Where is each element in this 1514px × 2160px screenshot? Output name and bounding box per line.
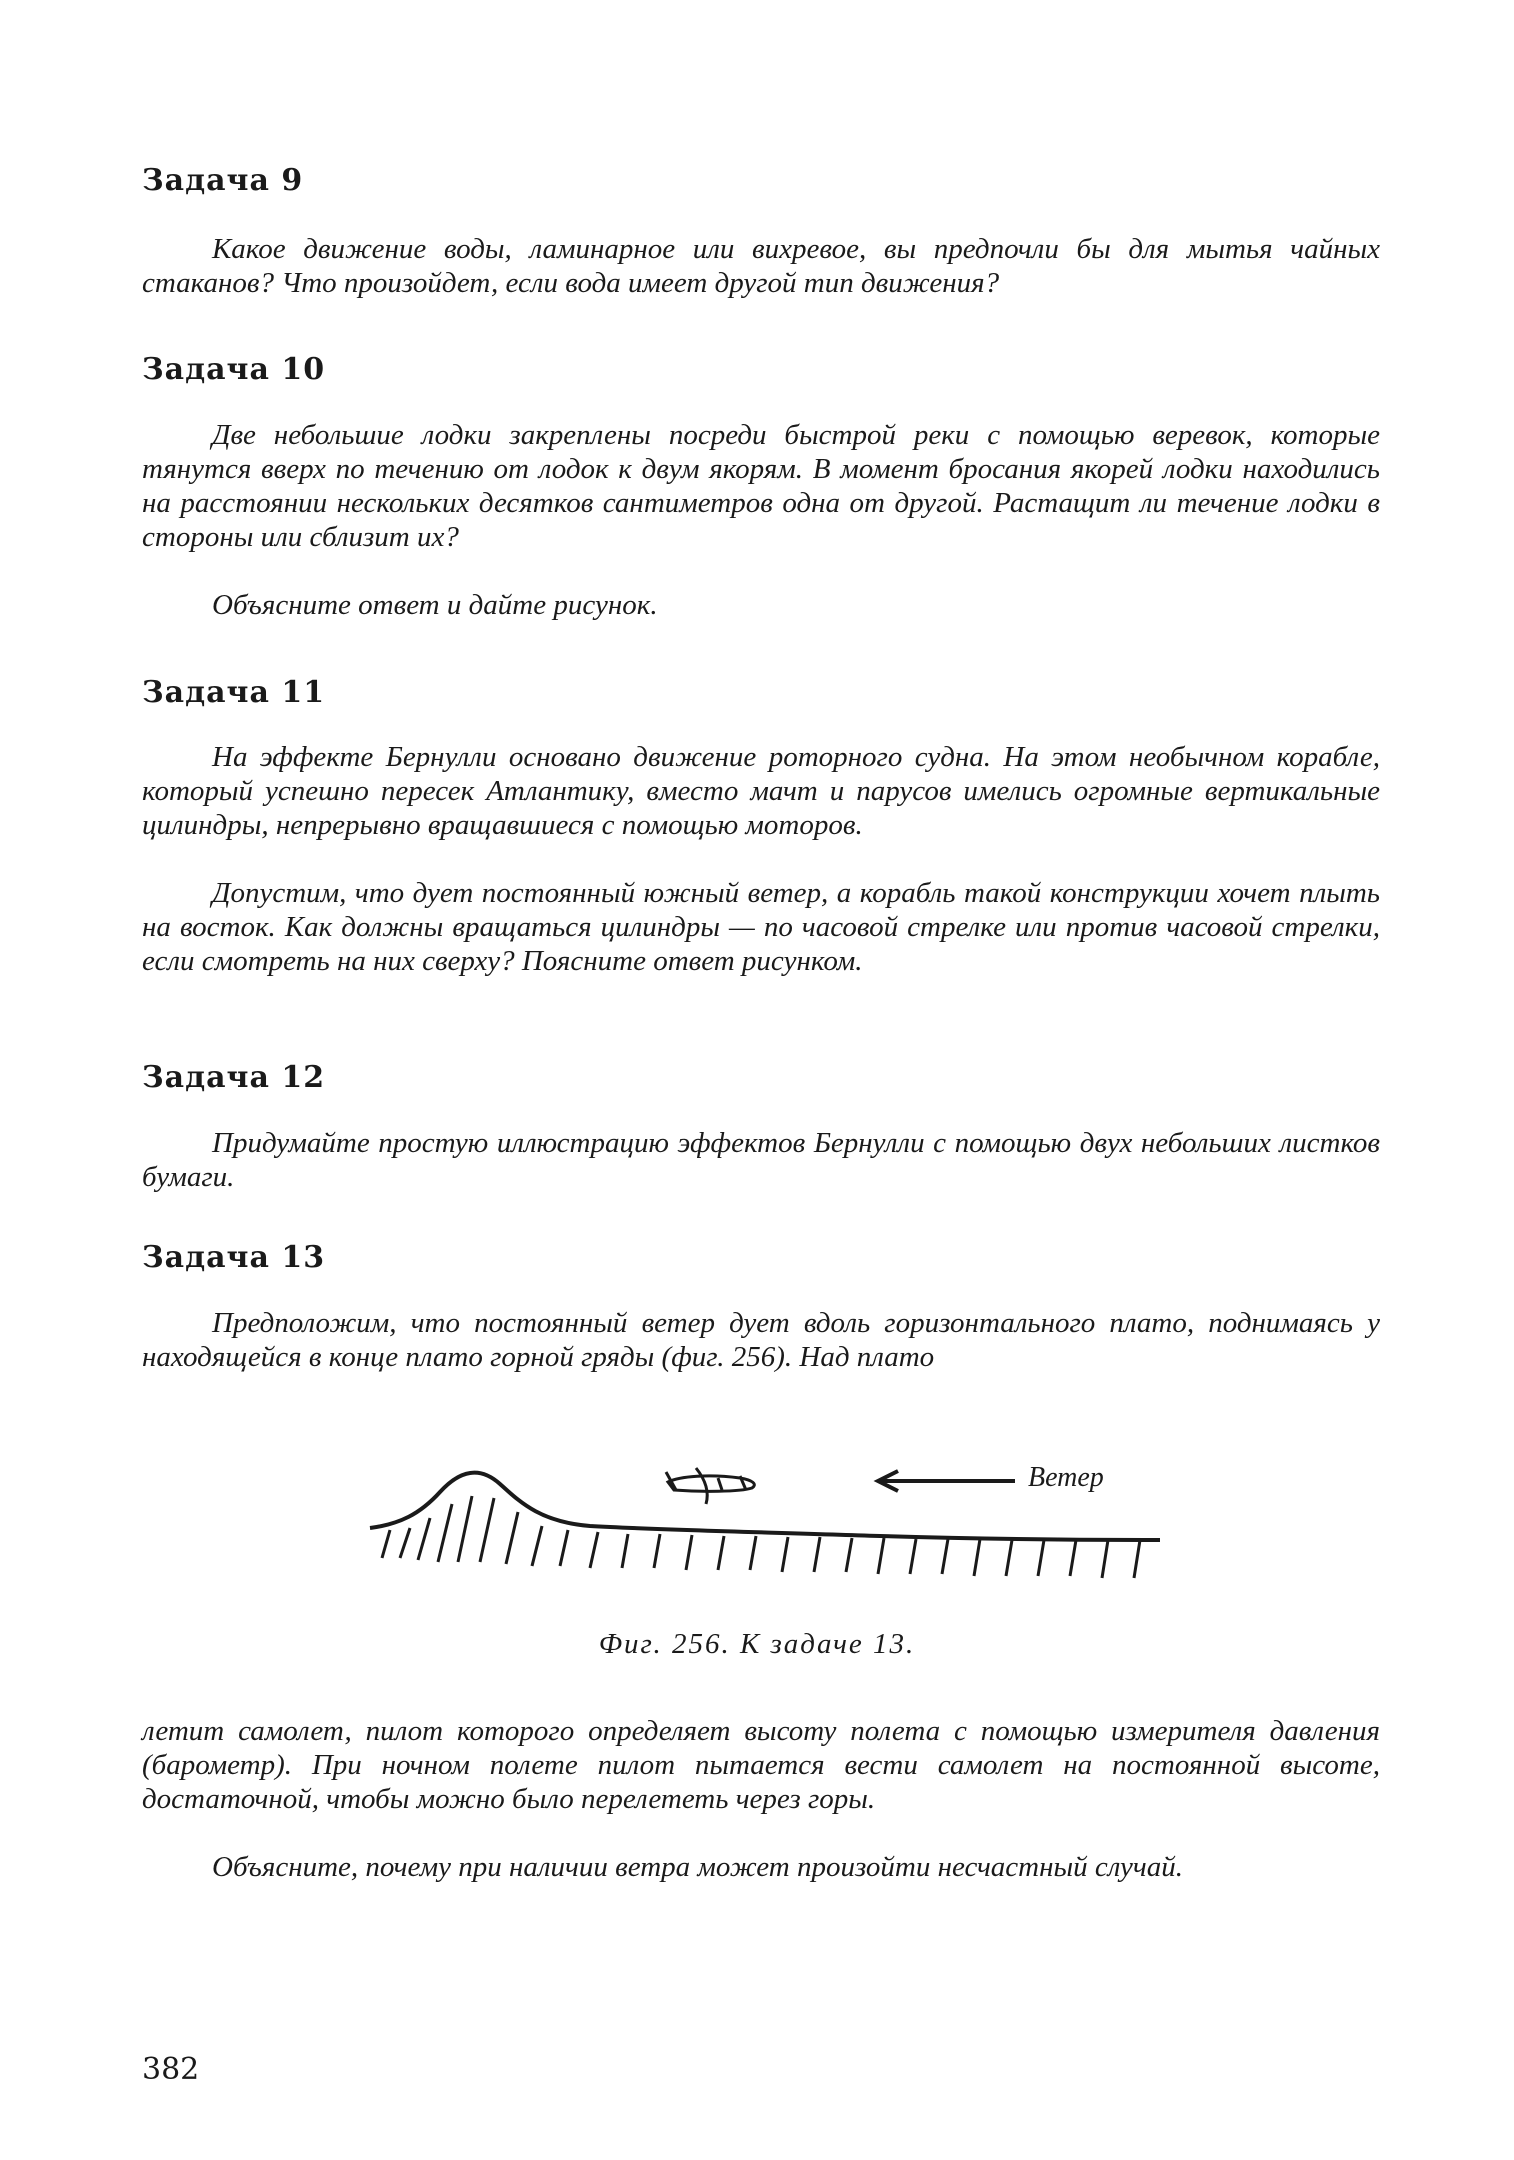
task-11-text-1: На эффекте Бернулли основано движение роторного судна. На этом необычном корабле, который успешно пересек Атлантику, вместо мачт и парусов имелись огромные вертикальные цилиндры, непрерывно вращавшиеся с помощью моторов. [142, 741, 1380, 841]
task-10-text: Две небольшие лодки закреплены посреди быстрой реки с помощью веревок, которые тянутся вверх по течению от лодок к двум якорям. В момент бросания якорей лодки находились на расстоянии нескольких десятков сантиметров одна от другой. Растащит ли течение лодки в стороны или сблизит их? [142, 419, 1380, 553]
figure-caption: Фиг. 256. К задаче 13. [598, 1628, 916, 1660]
airplane-icon [660, 1460, 770, 1510]
task-11-heading: Задача 11 [142, 675, 326, 710]
task-11-text-2: Допустим, что дует постоянный южный ветер, а корабль такой конструкции хочет плыть на восток. Как должны вращаться цилиндры — по часовой стрелке или против часовой стрелки, если смотреть на них сверху? Поясните ответ рисунком. [142, 877, 1380, 977]
figure-256 [360, 1440, 1180, 1600]
page-number: 382 [142, 2052, 200, 2087]
task-9-heading: Задача 9 [142, 163, 304, 198]
task-9-text: Какое движение воды, ламинарное или вихревое, вы предпочли бы для мытья чайных стаканов? Что произойдет, если вода имеет другой тип движения? [142, 233, 1380, 299]
task-13-heading: Задача 13 [142, 1240, 326, 1275]
task-12-text: Придумайте простую иллюстрацию эффектов Бернулли с помощью двух небольших листков бумаги. [142, 1127, 1380, 1193]
task-13-question: Объясните, почему при наличии ветра может произойти несчастный случай. [212, 1851, 1183, 1883]
wind-arrow-icon [870, 1466, 1020, 1496]
wind-label: Ветер [1028, 1462, 1104, 1493]
task-12-heading: Задача 12 [142, 1060, 326, 1095]
task-10-instruction: Объясните ответ и дайте рисунок. [212, 589, 658, 621]
task-10-heading: Задача 10 [142, 352, 326, 387]
task-13-text: Предположим, что постоянный ветер дует вдоль горизонтального плато, поднимаясь у находящейся в конце плато горной гряды (фиг. 256). Над плато [142, 1307, 1380, 1373]
task-13-continuation: летит самолет, пилот которого определяет высоту полета с помощью измерителя давления (барометр). При ночном полете пилот пытается вести самолет на постоянной высоте, достаточной, чтобы можно было перелететь через горы. [142, 1715, 1380, 1815]
